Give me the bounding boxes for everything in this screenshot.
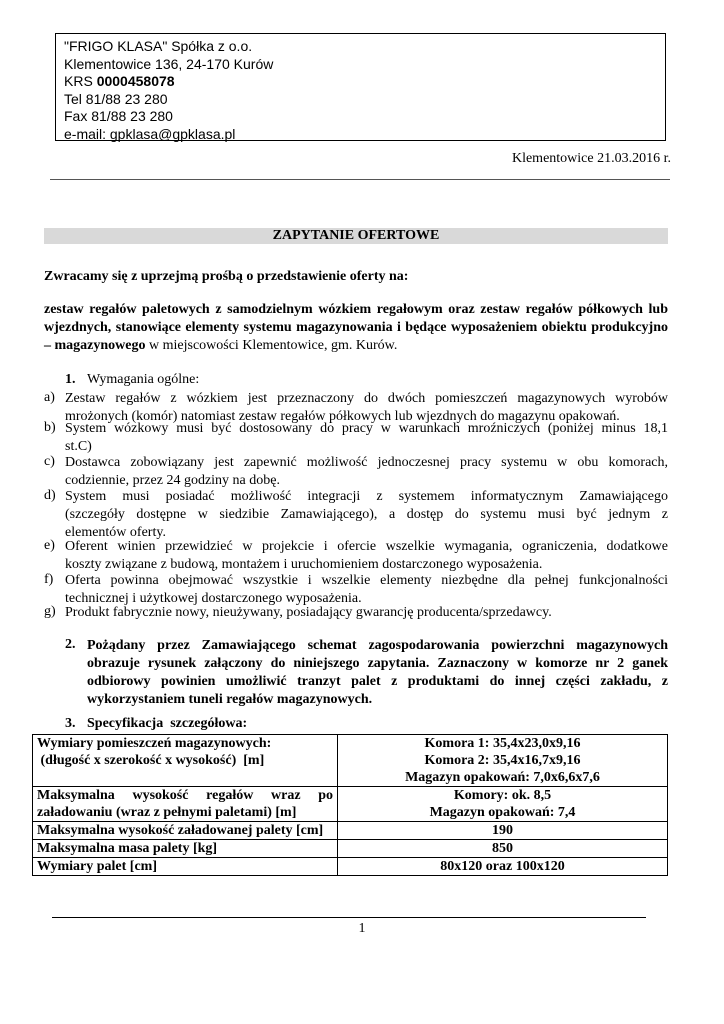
krs-number: 0000458078 — [96, 73, 175, 89]
company-krs — [64, 73, 665, 91]
company-email: e-mail: gpklasa@gpklasa.pl — [64, 125, 236, 142]
table-row: Wymiary pomieszczeń magazynowych: (długość x szerokość x wysokość) [m] Komora 1: 35,4x23,0x9,16 Komora 2: 35,4x16,7x9,16 Magazyn opakowań: 7,0x6,6x7,6 — [33, 735, 668, 787]
section2-number: 2. — [65, 637, 76, 652]
subject-paragraph — [44, 301, 668, 355]
subject-bold: zestaw regałów paletowych z samodzielnym wózkiem regałowym oraz zestaw regałów półkowych lub wjezdnych, stanowiące elementy systemu magazynowania i będące wyposażeniem obiektu produkcyjno – magazynowego — [44, 302, 668, 353]
document-date: Klementowice 21.03.2016 r. — [511, 151, 671, 166]
subject-normal: w miejscowości Klementowice, gm. Kurów. — [145, 338, 398, 353]
krs-label: KRS — [64, 73, 97, 89]
company-fax: Fax 81/88 23 280 — [64, 108, 173, 124]
section2-paragraph: Pożądany przez Zamawiającego schemat zagospodarowania powierzchni magazynowych obrazuje rysunek załączony do niniejszego zapytania. Zaznaczony w komorze nr 2 ganek odbiorowy powinien umożliwić tranzyt palet z produktami do innej części zakładu, z wykorzystaniem tuneli regałów magazynowych. — [87, 638, 668, 707]
section3-number: 3. — [65, 716, 76, 731]
section3-title: Specyfikacja szczegółowa: — [87, 716, 248, 731]
company-name: "FRIGO KLASA" Spółka z o.o. — [64, 38, 253, 54]
header-divider — [50, 179, 670, 180]
table-row: Maksymalna wysokość regałów wraz po załadowaniu (wraz z pełnymi paletami) [m] Komory: ok. 8,5 Magazyn opakowań: 7,4 — [33, 787, 668, 822]
table-row: Wymiary palet [cm] 80x120 oraz 100x120 — [33, 858, 668, 876]
company-tel: Tel 81/88 23 280 — [64, 90, 168, 107]
section1-number: 1. — [65, 372, 76, 387]
table-row: Maksymalna wysokość załadowanej palety [cm] 190 — [33, 822, 668, 840]
company-address: Klementowice 136, 24-170 Kurów — [64, 55, 274, 72]
page-number: 1 — [358, 921, 366, 936]
section1-title: Wymagania ogólne: — [87, 372, 200, 387]
company-header-box — [55, 33, 666, 141]
specification-table — [32, 734, 668, 876]
intro-text: Zwracamy się z uprzejmą prośbą o przedstawienie oferty na: — [44, 269, 409, 284]
footer-divider — [52, 917, 646, 918]
document-title: ZAPYTANIE OFERTOWE — [44, 228, 668, 244]
table-row: Maksymalna masa palety [kg] 850 — [33, 840, 668, 858]
